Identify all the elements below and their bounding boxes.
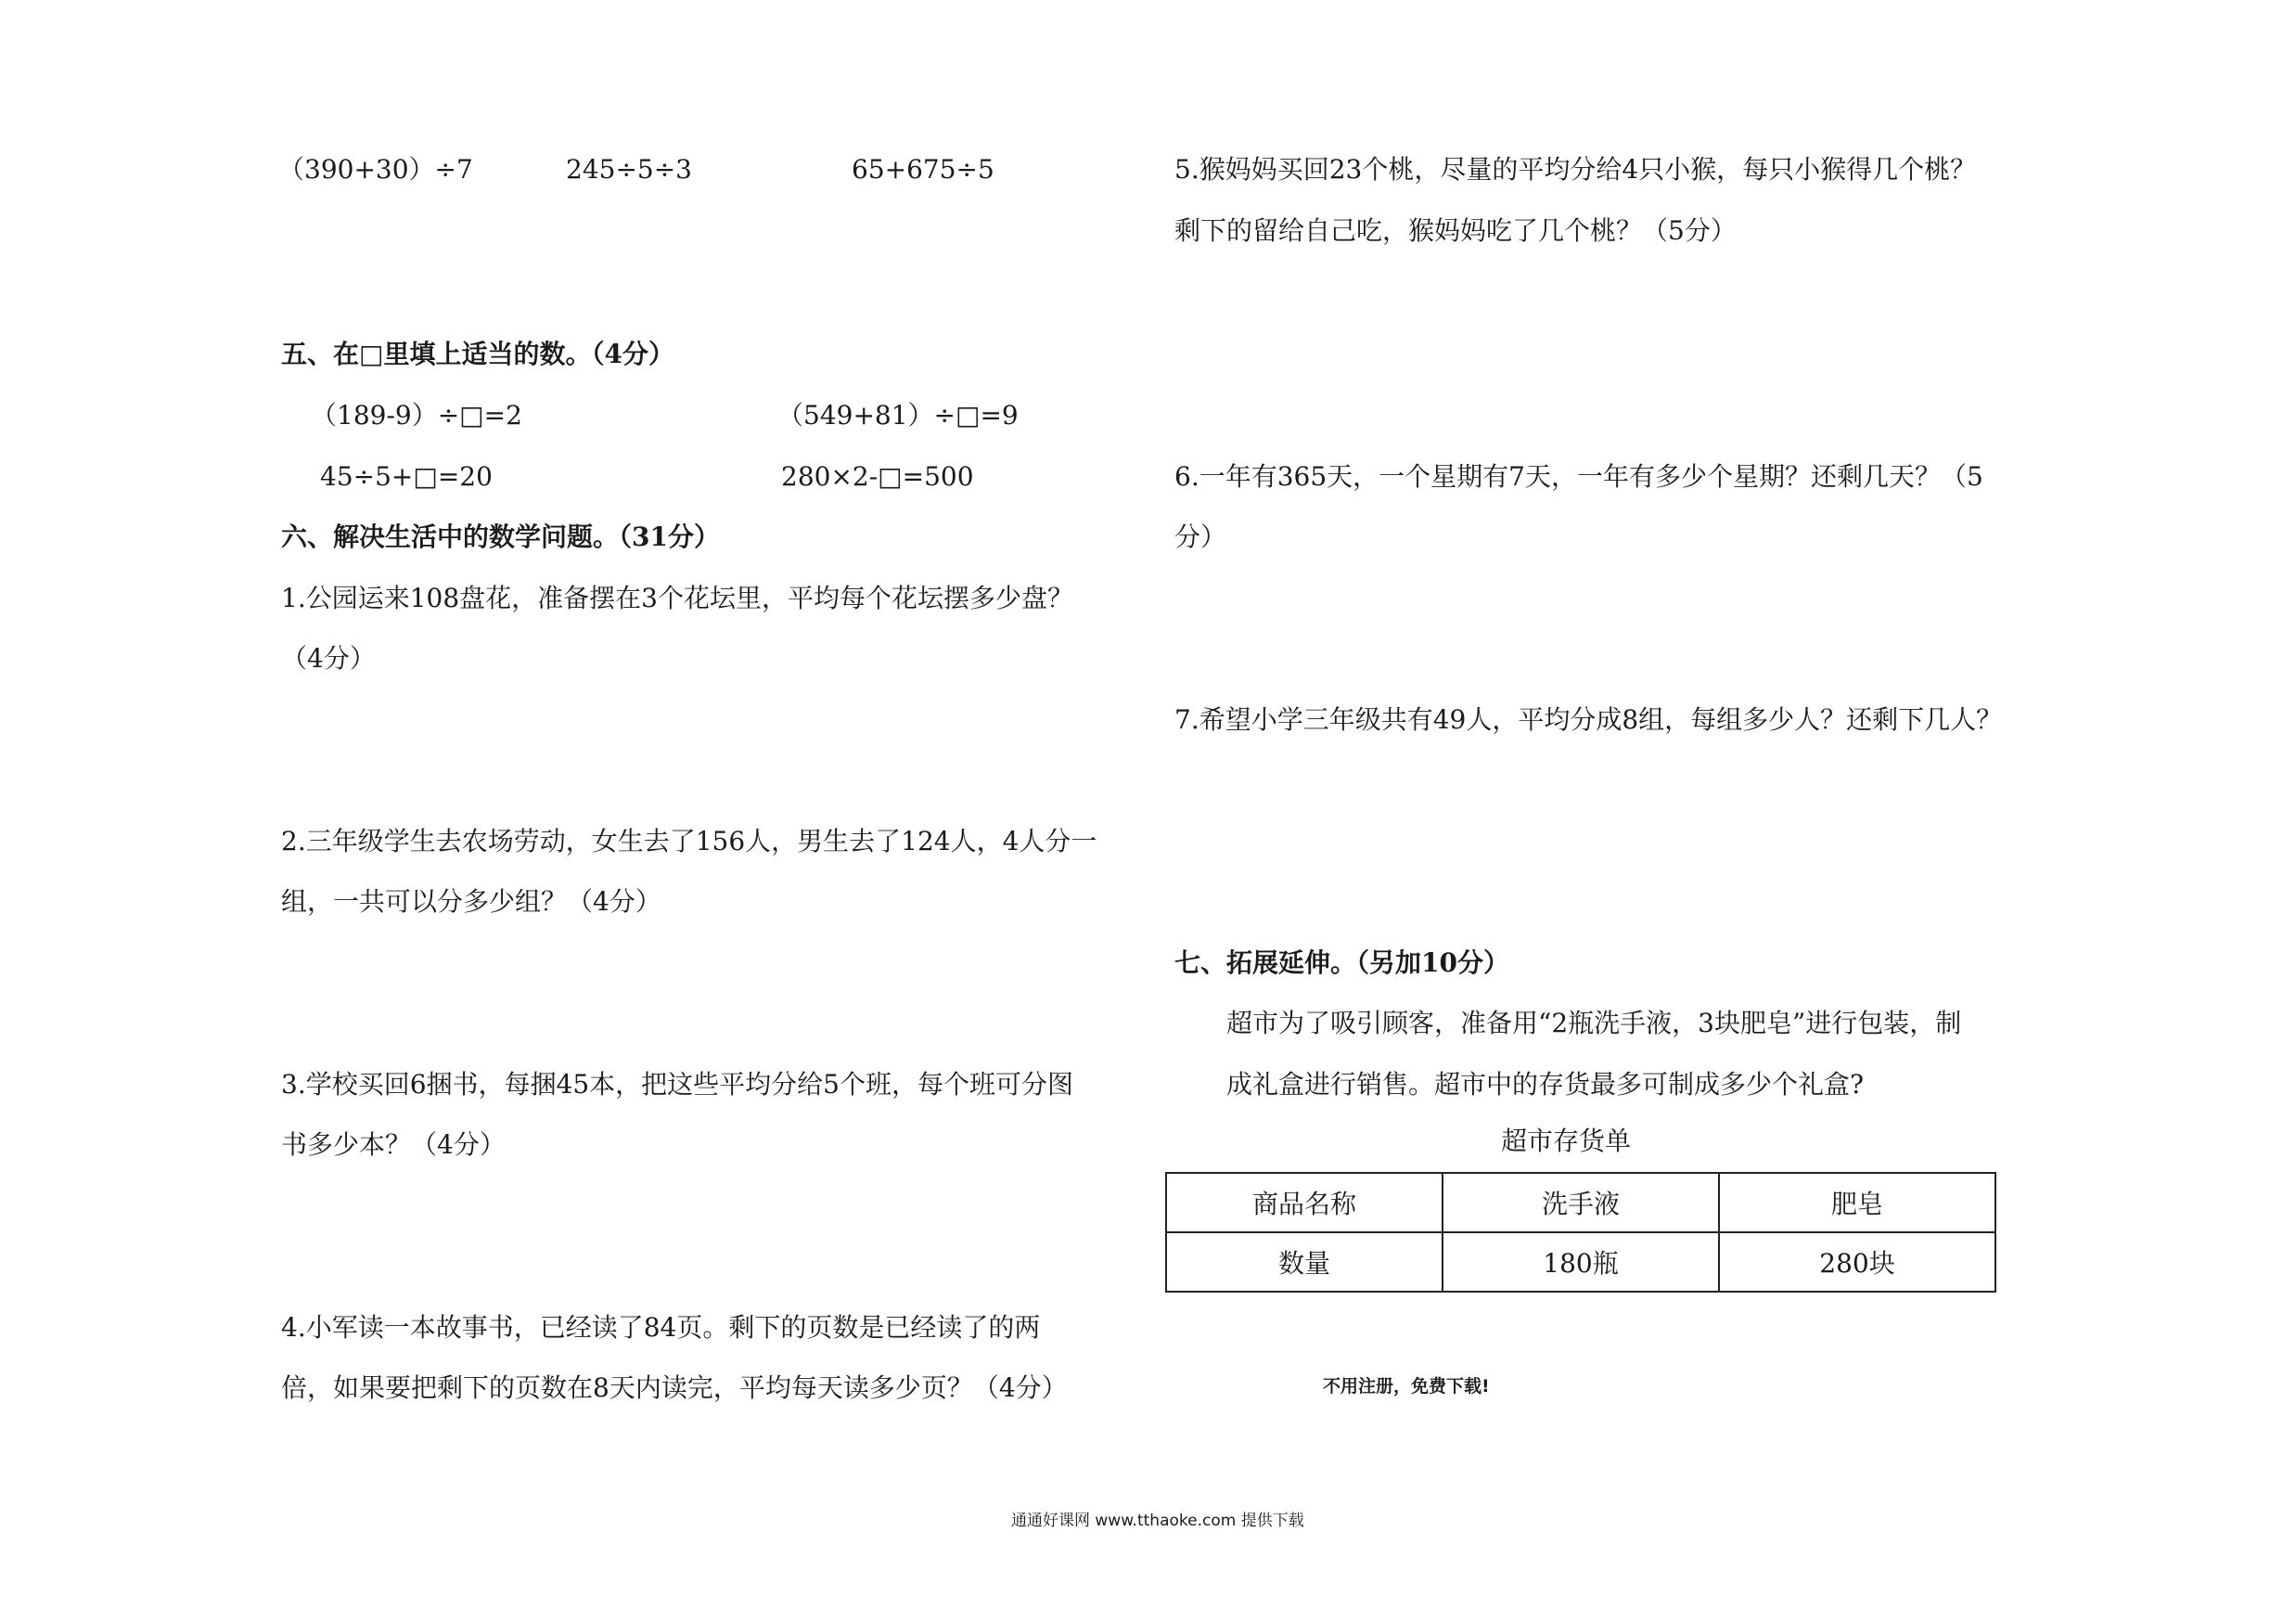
q1-line-1: 1.公园运来108盘花，准备摆在3个花坛里，平均每个花坛摆多少盘？ [281, 583, 1073, 613]
q3-line-2: 书多少本？（4分） [281, 1129, 506, 1160]
table-cell: 280块 [1719, 1232, 1995, 1292]
section7-line-1: 超市为了吸引顾客，准备用“2瓶洗手液，3块肥皂”进行包装，制 [1226, 1008, 1962, 1038]
q6-line-1: 6.一年有365天，一个星期有7天，一年有多少个星期？还剩几天？（5 [1174, 461, 1983, 492]
inventory-table [1165, 1172, 1996, 1293]
q6-line-2: 分） [1174, 521, 1227, 552]
calc-item-2: 245÷5÷3 [566, 154, 692, 185]
q5-line-2: 剩下的留给自己吃，猴妈妈吃了几个桃？（5分） [1174, 215, 1737, 246]
q5-line-1: 5.猴妈妈买回23个桃，尽量的平均分给4只小猴，每只小猴得几个桃？ [1174, 154, 1977, 185]
section5-title: 五、在□里填上适当的数。（4分） [281, 339, 674, 369]
table-cell: 洗手液 [1443, 1173, 1719, 1232]
section7-title: 七、拓展延伸。（另加10分） [1174, 947, 1509, 978]
calc-item-3: 65+675÷5 [852, 154, 994, 185]
q3-line-1: 3.学校买回6捆书，每捆45本，把这些平均分给5个班，每个班可分图 [281, 1069, 1073, 1100]
table-row [1166, 1232, 1995, 1292]
table-cell: 商品名称 [1166, 1173, 1443, 1232]
section6-title: 六、解决生活中的数学问题。（31分） [281, 521, 720, 552]
q1-line-2: （4分） [281, 643, 376, 674]
fill-item-2: （549+81）÷□=9 [777, 400, 1019, 431]
q2-line-2: 组，一共可以分多少组？（4分） [281, 886, 661, 917]
fill-item-4: 280×2-□=500 [781, 461, 974, 492]
section7-line-2: 成礼盒进行销售。超市中的存货最多可制成多少个礼盒? [1226, 1069, 1865, 1100]
fill-item-3: 45÷5+□=20 [320, 461, 493, 492]
table-cell: 180瓶 [1443, 1232, 1719, 1292]
calc-item-1: （390+30）÷7 [278, 154, 473, 185]
table-cell: 数量 [1166, 1232, 1443, 1292]
q7-line-1: 7.希望小学三年级共有49人，平均分成8组，每组多少人？还剩下几人？ [1174, 704, 2003, 735]
fill-item-1: （189-9）÷□=2 [311, 400, 522, 431]
table-cell: 肥皂 [1719, 1173, 1995, 1232]
q4-line-1: 4.小军读一本故事书，已经读了84页。剩下的页数是已经读了的两 [281, 1312, 1041, 1343]
promo-text: 不用注册，免费下载! [1323, 1376, 1490, 1397]
page-footer: 通通好课网 www.tthaoke.com 提供下载 [1011, 1512, 1304, 1530]
inventory-table-title: 超市存货单 [1501, 1126, 1632, 1156]
table-row [1166, 1173, 1995, 1232]
q4-line-2: 倍，如果要把剩下的页数在8天内读完，平均每天读多少页？（4分） [281, 1372, 1068, 1403]
q2-line-1: 2.三年级学生去农场劳动，女生去了156人，男生去了124人，4人分一 [281, 826, 1097, 856]
